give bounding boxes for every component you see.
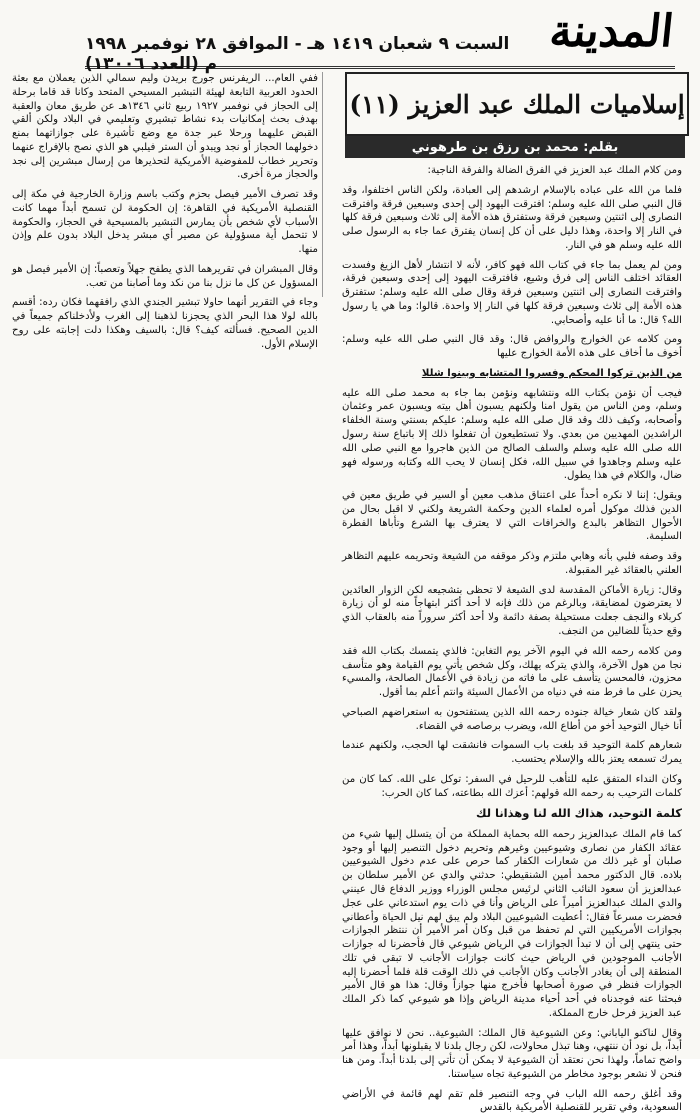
right-paragraph-10: شعارهم كلمة التوحيد قد بلغت باب السموات فانشقت لها الحجب، ولكنهم عندما يمرك تسمعه يعتز بالله والإسلام يحتسب. [342, 740, 682, 766]
left-paragraph-4: وجاء في التقرير أنهما حاولا تبشير الجندي الذي رافقهما فكان رده: أقسم بالله لولا هذا البحر الذي يحجزنا لذهبنا إلى الغرب ولأدخلناكم جميعاً في الدين الصحيح. فسألته كيف؟ قال: بالسيف وهكذا دلت إجابته على روح الإسلام الأول. [12, 297, 318, 350]
left-column [12, 72, 323, 350]
masthead [85, 4, 676, 74]
right-paragraph-13: وقال لناكنو الياباني: وعن الشيوعية قال الملك: الشيوعية.. نحن لا نوافق عليها أبداً، بل نود أن ننتهي، وهنا تبذل محاولات، لكن رجال بلدنا لا يقبلونها أبداً، وهذا أمر واضح تماماً، ولهذا نحن نعتقد أن الشيوعية لا يمكن أن تأتي إلى بلدنا أبداً. ومن هنا فنحن لا نشعر بوجود مخاطر من الشيوعية تجاه سياستنا. [342, 1027, 682, 1080]
right-paragraph-1: فلما من الله على عباده بالإسلام ارشدهم إلى العبادة، ولكن الناس اختلفوا، وقد قال النبي صلى الله عليه وسلم: افترقت اليهود إلى إحدى وسبعين فرقة وافترقت النصارى إلى اثنتين وسبعين فرقة وستفترق هذه الأمة إلى ثلاث وسبعين فرقة كلها في النار إلا واحدة، وهذا دليل على أن كل إنسان يفترق عما جاء به الرسول صلى الله عليه وسلم هو في النار. [342, 184, 682, 251]
newspaper-logo: المدينة [547, 6, 676, 57]
right-intro: ومن كلام الملك عبد العزيز في الفرق الضالة والفرقة الناجية: [427, 165, 682, 176]
left-paragraph-1: ففي العام... الريفرنس جورج بريدن وليم سمالي الذين يعملان مع بعثة الحدود العربية التابعة لهيئة التبشير المسيحي المتحد وكانا قد قاما برحلة إلى الحجاز في نوفمبر ١٩٢٧ ربيع ثاني ١٣٤٦هـ عن طريق معان والعقبة بهدف بحث إمكانيات بدء نشاط تبشيري وتعليمي في البلاد ولكن ألقي القبض عليهما ورحلا عبر جدة مع وضع تأشيرة على جوازاتهما بمنع دخولهما الحجاز أو نجد ويبدو أن الستر فيلبي هو الذي نصح بالإفراج عنهما وتحرير خطاب للمفوضية الأمريكية لتحذيرها من إرسال مبشرين إلى نجد والحجاز مرة أخرى. [12, 73, 319, 181]
right-paragraph-8: ومن كلامه رحمه الله في اليوم الآخر يوم التغابن: فالذي يتمسك بكتاب الله فقد نجا من هول الآخرة، والذي يتركه يهلك، وكل شخص يأتي يوم القيامة وهو متأسف محزون، فالمحسن يتأسف على ما فاته من زيادة في الأعمال الصالحة، والمسيء يحزن على ما فرط منه في دنياه من الأعمال السيئة وانتم أعلم بما أقول. [342, 645, 682, 699]
dateline: السبت ٩ شعبان ١٤١٩ هـ - الموافق ٢٨ نوفمبر ١٩٩٨ م (العدد ١٣٠٠٦) [85, 34, 510, 74]
right-paragraph-14: وقد أغلق رحمه الله الباب في وجه التنصير فلم تقم لهم قائمة في الأراضي السعودية، وفي تقرير للقنصلية الأمريكية بالقدس [342, 1088, 682, 1114]
right-paragraph-11: وكان النداء المتفق عليه للتأهب للرحيل في السفر: توكل على الله. كما كان من كلمات الترحيب به رحمه الله قولهم: أعزك الله بطاعته، كما كان الحرب: [342, 773, 682, 799]
right-paragraph-12: كما قام الملك عبدالعزيز رحمه الله بحماية المملكة من أن يتسلل إليها شيء من عقائد الكفار من نصارى وشيوعيين وغيرهم وتحريم دخول التنصير إليها أو وجود صلبان أو غير ذلك من شعارات الكفار كما حرص على عدم دخول الشيوعيين بلاده. قال الدكتور محمد أمين الشنقيطي: حدثني والدي عن الأمير سلطان بن عبدالعزيز أن سعود النائب الثاني لرئيس مجلس الوزراء ووزير الدفاع قال عينني والدي الملك عبدالعزيز أميراً على الرياض وأنا في ذات يوم استدعاني على عجل فحضرت مسرعاً فقال: أعطيت الشيوعيين البلاد ولم يبق لهم نيل الحياة وأعطاني بجوازات الأمريكيين التي لم تحفظ من قبل وكان أمر الأمير أن ننتظر الجوازات حتى ينتهي إلى أن لا تبدأ الجوازات في الرياض شيوعي قال فأحضرنا له جوازات الأجانب الموجودين في الرياض حيث كانت جوازات الأجانب لا تبقى في تلك المنطقة إلى أن يغادر الأجانب وكان الأجانب في ذلك الوقت قلة فلما أحضرنا إليه الجوازات فنظر في صورة أصحابها فأخرج منها جوازاً وقال: هذا هو قال الأمير فبحثنا عنه فوجدناه في أحد أحياء مدينة الرياض وإذا هو شيوعي كما ذكر الملك عبد العزيز فرحل خارج المملكة. [342, 828, 682, 1019]
article-byline: بقلم: محمد بن رزق بن طرهوني [345, 136, 685, 158]
quote-1: من الذين تركوا المحكم وفسروا المتشابه وبينوا شللا [421, 367, 682, 379]
quote-2: كلمة التوحيد، هذاك الله لنا وهذانا لك [476, 806, 682, 821]
article-title-box [345, 72, 689, 136]
right-paragraph-5: ويقول: إننا لا نكره أحداً على اعتناق مذهب معين أو السير في طريق معين في الدين فذلك موكول أمره لعلماء الدين وحكمة الشريعة ولكني لا اقبل بحال من الأحوال التظاهر بالبدع والخرافات التي لا يعترف بها الشرع وتأباها الفطرة السليمة. [342, 490, 682, 543]
right-paragraph-3: ومن كلامه عن الخوارج والروافض قال: وقد قال النبي صلى الله عليه وسلم: أخوف ما أخاف على هذه الأمة الخوارج عليها [342, 334, 682, 360]
right-paragraph-2: ومن لم يعمل بما جاء في كتاب الله فهو كافر، لأنه لا انتشار لأهل الزيغ وفسدت العقائد اختلف الناس إلى فرق وشيع، فافترقت اليهود إلى إحدى وسبعين فرقة، وافترقت النصارى إلى اثنتين وسبعين فرقة وقال صلى الله عليه وسلم: ستفترق هذه الأمة إلى ثلاث وسبعين فرقة كلها في النار إلا واحدة. قالوا: وما هي يا رسول الله؟ قال: ما أنا عليه وأصحابي. [342, 259, 682, 326]
article-title: إسلاميات الملك عبد العزيز (١١) [349, 89, 685, 119]
right-column [342, 164, 682, 1114]
left-paragraph-2: وقد تصرف الأمير فيصل بحزم وكتب باسم وزارة الخارجية في مكة إلى القنصلية الأمريكية في القاهرة: إن الحكومة لن تسمح أبداً مهما كانت الأسباب لأي شخص بأن يمارس التبشير بالمسيحية في الحجاز، والحكومة لا تتحمل أية مسؤولية عن مصير أي مبشر يدخل البلاد بدون علم وإذن منها. [12, 189, 318, 256]
right-paragraph-4: فيجب أن نؤمن بكتاب الله ونتشابهه ونؤمن بما جاء به محمد صلى الله عليه وسلم، ومن الناس من يقول امنا ولكنهم يسبون أهل بيته ويسبون عمر وعثمان وأصحابه، وكيف ذلك وقد قال صلى الله عليه وسلم: عليكم بسنتي وسنة الخلفاء الراشدين المهديين من بعدي. ولا تستطيعون أن تفعلوا ذلك إلا باتباع سنة رسول الله صلى الله عليه وسلم والسلف الصالح من الذين هاجروا مع النبي صلى الله عليه وسلم وجاهدوا في سبيل الله، فكل إنسان لا يحب الله وكتابه ورسوله فهو ضال، والكلام في هذا يطول. [342, 387, 682, 482]
left-paragraph-3: وقال المبشران في تقريرهما الذي يطفح جهلاً وتعصباً: إن الأمير فيصل هو المسؤول عن كل ما نزل بنا من نكد وما أصابنا من تعب. [12, 263, 318, 289]
right-paragraph-7: وقال: زيارة الأماكن المقدسة لدى الشيعة لا تحظى بتشجيعه لكن الزوار العائدين لا يعترضون لمضايقة، وبالرغم من ذلك فإنه لا أحد أكثر ابتهاجاً منه لو أن زيارة كربلاء والنجف جعلت مستحيلة بصفة دائمة ولا أحد أكثر سروراً منه بالعقاب الذي وقع حديثاً للضالين من النجف. [342, 584, 682, 637]
right-paragraph-9: ولقد كان شعار خيالة جنوده رحمه الله الذين يستفتحون به استعراضهم الصباحي أنا خيال التوحيد أخو من أطاع الله، ويضرب برصاصه في القضاء. [342, 706, 682, 732]
right-paragraph-6: وقد وصفه فلبي بأنه وهابي ملتزم وذكر موقفه من الشيعة وتحريمه عليهم التظاهر العلني بالعقائد غير المقبولة. [342, 551, 682, 576]
